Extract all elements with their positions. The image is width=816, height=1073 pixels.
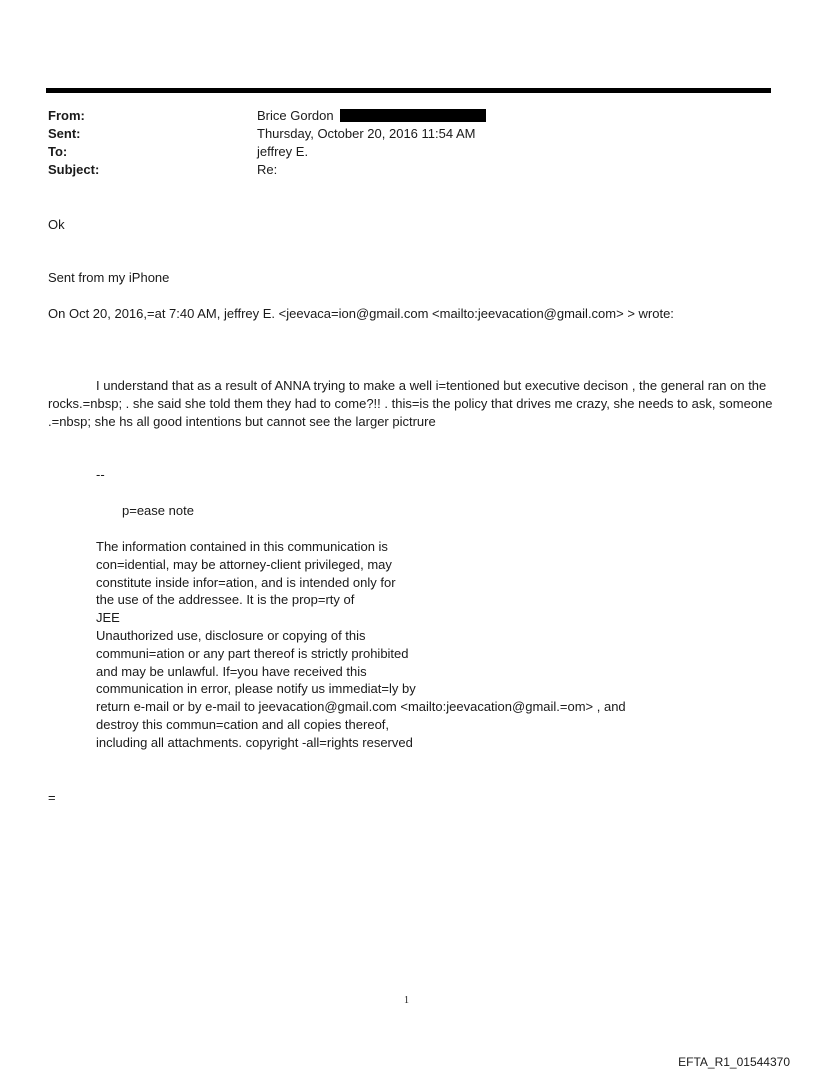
signature-separator: -- (96, 467, 105, 482)
mobile-signature: Sent from my iPhone (48, 270, 170, 285)
confidentiality-disclaimer (96, 538, 626, 752)
from-label: From: (48, 108, 85, 123)
quoted-paragraph: I understand that as a result of ANNA trying to make a well i=tentioned but executive decison , the general ran on the rocks.=nbsp; . she said she told them they had to come?!! . this=is the policy that drives me crazy, she needs to ask, someone .=nbsp; she hs all good intentions but cannot see the larger pictrure (48, 378, 773, 429)
reply-text: Ok (48, 217, 65, 232)
redaction-bar (340, 109, 486, 122)
disclaimer-line: communi=ation or any part thereof is strictly prohibited (96, 645, 409, 661)
disclaimer-line: The information contained in this communication is (96, 539, 388, 554)
quote-intro: On Oct 20, 2016,=at 7:40 AM, jeffrey E. <jeevaca=ion@gmail.com <mailto:jeevacation@gmail.com> > wrote: (48, 306, 674, 321)
to-value: jeffrey E. (257, 144, 309, 159)
subject-value: Re: (257, 162, 278, 177)
disclaimer-line: return e-mail or by e-mail to jeevacation@gmail.com <mailto:jeevacation@gmail.=om> , and (96, 699, 626, 715)
to-label: To: (48, 144, 68, 159)
disclaimer-line: the use of the addressee. It is the prop=rty of (96, 592, 355, 608)
disclaimer-line: con=idential, may be attorney-client privileged, may (96, 556, 392, 572)
disclaimer-line: destroy this commun=cation and all copies thereof, (96, 716, 390, 732)
disclaimer-line: JEE (96, 610, 120, 626)
bates-id: EFTA_R1_01544370 (678, 1055, 790, 1069)
please-note: p=ease note (122, 503, 194, 518)
subject-label: Subject: (48, 162, 100, 177)
page-number: 1 (404, 995, 409, 1006)
from-value (257, 107, 486, 125)
sent-label: Sent: (48, 126, 81, 141)
trailing-mark: = (48, 790, 56, 805)
disclaimer-line: and may be unlawful. If=you have received this (96, 663, 367, 679)
disclaimer-line: communication in error, please notify us immediat=ly by (96, 681, 416, 697)
disclaimer-line: Unauthorized use, disclosure or copying of this (96, 627, 366, 643)
sender-name: Brice Gordon (257, 108, 334, 123)
header-rule (46, 88, 771, 93)
sent-value: Thursday, October 20, 2016 11:54 AM (257, 126, 476, 141)
disclaimer-line: including all attachments. copyright -all=rights reserved (96, 734, 413, 750)
disclaimer-line: constitute inside infor=ation, and is intended only for (96, 574, 396, 590)
